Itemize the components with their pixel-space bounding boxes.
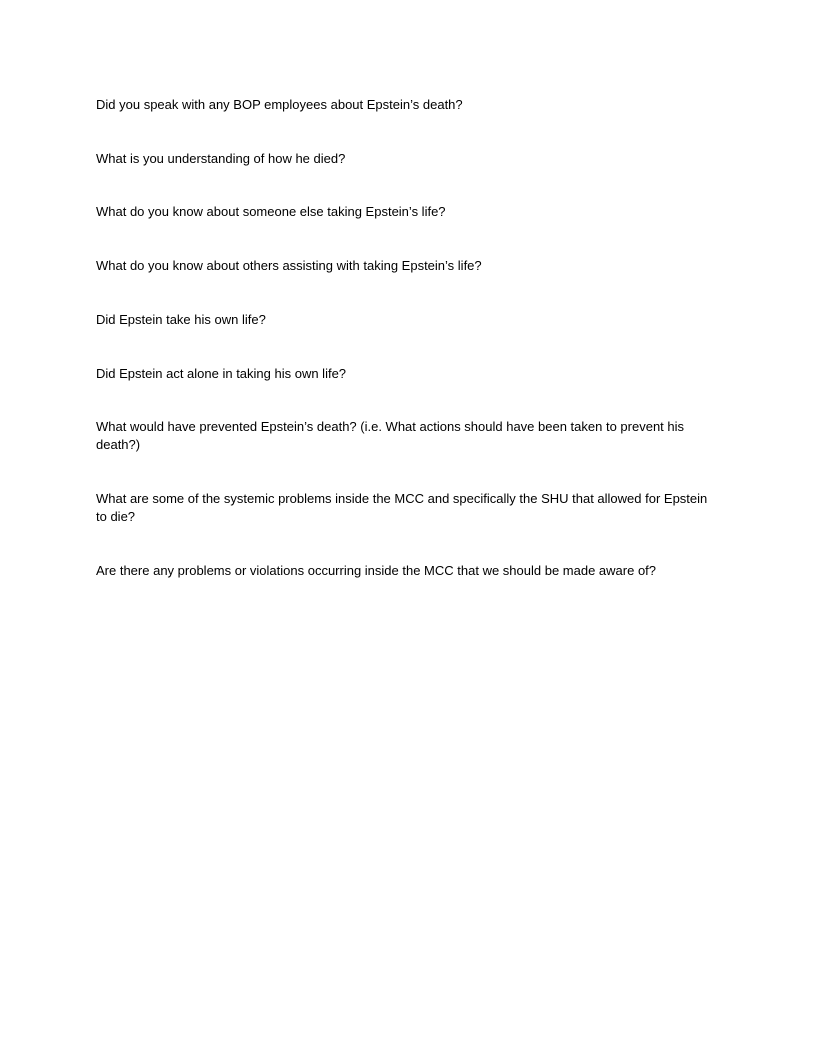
question-2: What is you understanding of how he died?	[96, 151, 346, 166]
question-8: What are some of the systemic problems inside the MCC and specifically the SHU that allowed for Epstein to die?	[96, 491, 708, 524]
question-1: Did you speak with any BOP employees about Epstein’s death?	[96, 97, 463, 112]
question-4: What do you know about others assisting with taking Epstein’s life?	[96, 258, 482, 273]
question-5: Did Epstein take his own life?	[96, 312, 266, 327]
question-6: Did Epstein act alone in taking his own life?	[96, 366, 347, 381]
question-9: Are there any problems or violations occurring inside the MCC that we should be made aware of?	[96, 563, 657, 578]
question-7: What would have prevented Epstein’s death? (i.e. What actions should have been taken to prevent his death?)	[96, 419, 685, 452]
question-3: What do you know about someone else taking Epstein’s life?	[96, 204, 446, 219]
